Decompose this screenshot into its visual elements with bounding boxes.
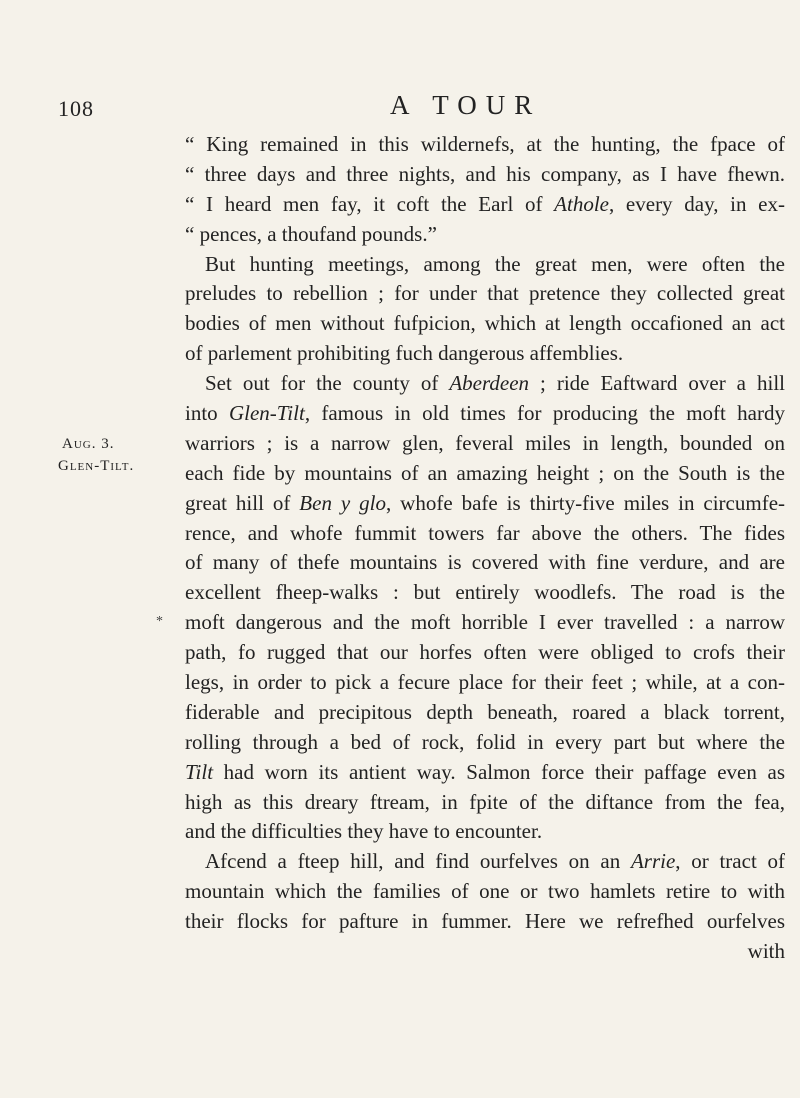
stray-mark: * [156,614,163,629]
text-line: But hunting meetings, among the great men, were often the [205,251,785,276]
text-line: great hill of Ben y glo, whofe bafe is thirty-five miles in circumfe- [185,490,786,515]
text-line: excellent fheep-walks : but entirely woodlefs. The road is the [185,580,785,605]
margin-note-date: Aug. 3. [62,436,115,452]
body-text [185,130,785,967]
text-line: “ pences, a thoufand pounds.” [185,221,437,246]
text-line: “ three days and three nights, and his company, as I have fhewn. [185,161,785,186]
text-line: fiderable and precipitous depth beneath, roared a black torrent, [185,699,785,724]
text-line: with [747,939,785,964]
text-line: of many of thefe mountains is covered with fine verdure, and are [185,550,785,575]
text-line: “ I heard men fay, it coft the Earl of Athole, every day, in ex- [185,191,785,216]
text-line: Tilt had worn its antient way. Salmon force their paffage even as [185,759,785,784]
text-line: warriors ; is a narrow glen, feveral miles in length, bounded on [185,430,785,455]
text-line: bodies of men without fufpicion, which at length occafioned an act [185,311,785,336]
text-line: and the difficulties they have to encounter. [185,819,543,844]
text-line: each fide by mountains of an amazing height ; on the South is the [185,460,785,485]
margin-note-place: Glen-Tilt. [58,458,135,474]
text-line: Afcend a fteep hill, and find ourfelves on an Arrie, or tract of [205,849,785,874]
text-line: moft dangerous and the moft horrible I ever travelled : a narrow [185,610,785,635]
text-line: into Glen-Tilt, famous in old times for producing the moft hardy [185,401,785,426]
text-line: Set out for the county of Aberdeen ; ride Eaftward over a hill [205,371,785,396]
text-line: rolling through a bed of rock, folid in every part but where the [185,729,785,754]
text-line: their flocks for pafture in fummer. Here we refrefhed ourfelves [185,909,785,934]
text-line: path, fo rugged that our horfes often were obliged to crofs their [185,640,785,665]
text-line: mountain which the families of one or two hamlets retire to with [185,879,785,904]
text-line: preludes to rebellion ; for under that pretence they collected great [185,281,785,306]
text-line: of parlement prohibiting fuch dangerous affemblies. [185,341,624,366]
text-line: rence, and whofe fummit towers far above the others. The fides [185,520,785,545]
text-line: “ King remained in this wildernefs, at the hunting, the fpace of [185,132,785,156]
text-line: high as this dreary ftream, in fpite of the diftance from the fea, [185,789,785,814]
text-line: legs, in order to pick a fecure place for their feet ; while, at a con- [185,670,785,695]
running-head: A TOUR [390,90,542,120]
page-number: 108 [58,96,94,121]
